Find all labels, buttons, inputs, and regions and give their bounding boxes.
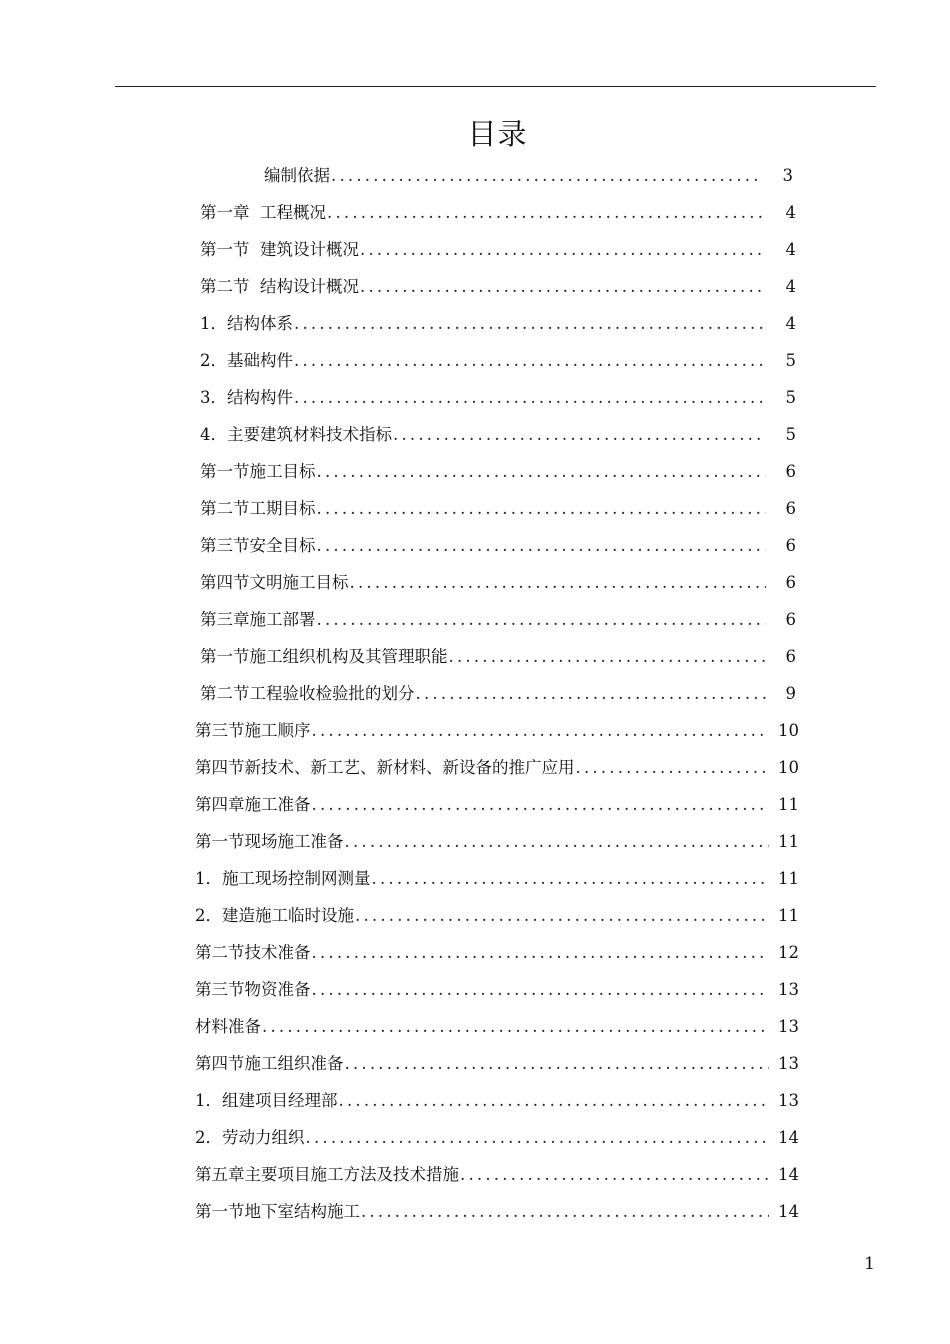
toc-entry-page: 12 (778, 943, 799, 962)
toc-entry-materials-indicators[interactable] (200, 420, 796, 450)
toc-entry-page: 13 (778, 1054, 799, 1073)
toc-leader-dots (316, 531, 767, 561)
toc-leader-dots (305, 1123, 770, 1153)
toc-leader-dots (371, 864, 770, 894)
toc-entry-label: 第四节文明施工目标 (200, 573, 349, 592)
toc-entry-civilized-construction-goal[interactable] (200, 568, 796, 598)
toc-entry-foundation-members[interactable] (200, 346, 796, 376)
toc-leader-dots (311, 790, 770, 820)
toc-entry-site-preparation[interactable] (195, 827, 799, 857)
toc-leader-dots (359, 235, 766, 265)
toc-leader-dots (415, 679, 767, 709)
toc-entry-page: 11 (778, 906, 799, 925)
toc-entry-label: 2．建造施工临时设施 (195, 906, 354, 925)
toc-entry-page: 6 (785, 536, 796, 555)
toc-entry-label: 第四章施工准备 (195, 795, 311, 814)
toc-entry-label: 第一节现场施工准备 (195, 832, 344, 851)
toc-entry-label: 第一节地下室结构施工 (195, 1202, 360, 1221)
toc-entry-construction-sequence[interactable] (195, 716, 799, 746)
toc-entry-labor-organization[interactable] (195, 1123, 799, 1153)
toc-entry-label: 第一章 工程概况 (200, 203, 326, 222)
toc-leader-dots (293, 346, 766, 376)
toc-entry-page: 5 (785, 351, 796, 370)
toc-leader-dots (359, 272, 766, 302)
toc-entry-section-structure-design[interactable] (200, 272, 796, 302)
toc-entry-page: 14 (778, 1165, 799, 1184)
toc-leader-dots (311, 938, 770, 968)
toc-entry-label: 4．主要建筑材料技术指标 (200, 425, 392, 444)
toc-entry-label: 第一节施工组织机构及其管理职能 (200, 647, 448, 666)
toc-entry-label: 1．组建项目经理部 (195, 1091, 338, 1110)
toc-entry-page: 4 (785, 240, 796, 259)
toc-entry-inspection-lots[interactable] (200, 679, 796, 709)
toc-leader-dots (316, 605, 767, 635)
toc-entry-temporary-facilities[interactable] (195, 901, 799, 931)
toc-entry-page: 9 (785, 684, 796, 703)
toc-entry-chapter-1[interactable] (200, 198, 796, 228)
toc-entry-project-department[interactable] (195, 1086, 799, 1116)
toc-leader-dots (344, 1049, 770, 1079)
toc-entry-label: 第四节新技术、新工艺、新材料、新设备的推广应用 (195, 758, 575, 777)
toc-entry-label: 第二节工期目标 (200, 499, 316, 518)
toc-entry-label: 第五章主要项目施工方法及技术措施 (195, 1165, 459, 1184)
toc-leader-dots (448, 642, 767, 672)
toc-leader-dots (354, 901, 769, 931)
toc-entry-page: 6 (785, 499, 796, 518)
toc-entry-page: 11 (778, 832, 799, 851)
toc-entry-label: 2．基础构件 (200, 351, 293, 370)
toc-entry-label: 第三节安全目标 (200, 536, 316, 555)
toc-entry-label: 第二节 结构设计概况 (200, 277, 359, 296)
toc-entry-page: 4 (785, 314, 796, 333)
toc-entry-page: 14 (778, 1128, 799, 1147)
header-rule (115, 86, 876, 87)
toc-leader-dots (326, 198, 766, 228)
toc-leader-dots (392, 420, 766, 450)
toc-entry-page: 14 (778, 1202, 799, 1221)
toc-entry-label: 第三章施工部署 (200, 610, 316, 629)
toc-entry-organization[interactable] (200, 642, 796, 672)
toc-entry-schedule-goal[interactable] (200, 494, 796, 524)
toc-entry-page: 13 (778, 980, 799, 999)
toc-entry-label: 第一节 建筑设计概况 (200, 240, 359, 259)
toc-entry-page: 5 (785, 388, 796, 407)
toc-entry-page: 3 (782, 166, 793, 185)
toc-leader-dots (344, 827, 770, 857)
toc-entry-bianzhi-yiju[interactable] (264, 161, 793, 191)
toc-entry-chapter-5[interactable] (195, 1160, 799, 1190)
toc-entry-structural-members[interactable] (200, 383, 796, 413)
page-number: 1 (864, 1254, 875, 1274)
toc-entry-page: 13 (778, 1091, 799, 1110)
toc-entry-chapter-4[interactable] (195, 790, 799, 820)
toc-entry-structure-system[interactable] (200, 309, 796, 339)
toc-entry-label: 第一节施工目标 (200, 462, 316, 481)
toc-leader-dots (316, 457, 767, 487)
toc-entry-page: 10 (778, 758, 799, 777)
toc-entry-page: 6 (785, 462, 796, 481)
toc-entry-page: 6 (785, 610, 796, 629)
toc-entry-page: 11 (778, 869, 799, 888)
toc-entry-section-building-design[interactable] (200, 235, 796, 265)
toc-entry-label: 1．结构体系 (200, 314, 293, 333)
toc-entry-material-preparation[interactable] (195, 975, 799, 1005)
toc-leader-dots (311, 975, 770, 1005)
toc-entry-page: 11 (778, 795, 799, 814)
toc-entry-label: 材料准备 (195, 1017, 261, 1036)
toc-entry-label: 1．施工现场控制网测量 (195, 869, 371, 888)
toc-entry-page: 6 (785, 573, 796, 592)
toc-entry-page: 6 (785, 647, 796, 666)
toc-leader-dots (360, 1197, 769, 1227)
toc-leader-dots (459, 1160, 769, 1190)
toc-entry-new-technology[interactable] (195, 753, 799, 783)
toc-leader-dots (575, 753, 770, 783)
page-title: 目录 (467, 117, 528, 151)
toc-entry-organization-preparation[interactable] (195, 1049, 799, 1079)
toc-leader-dots (338, 1086, 770, 1116)
toc-leader-dots (349, 568, 767, 598)
toc-entry-construction-goal[interactable] (200, 457, 796, 487)
toc-leader-dots (316, 494, 767, 524)
toc-entry-label: 编制依据 (264, 166, 330, 185)
toc-entry-label: 第三节施工顺序 (195, 721, 311, 740)
toc-entry-label: 第三节物资准备 (195, 980, 311, 999)
toc-entry-materials[interactable] (195, 1012, 799, 1042)
toc-entry-label: 第二节工程验收检验批的划分 (200, 684, 415, 703)
toc-entry-label: 第四节施工组织准备 (195, 1054, 344, 1073)
toc-entry-label: 3．结构构件 (200, 388, 293, 407)
toc-entry-page: 5 (785, 425, 796, 444)
toc-leader-dots (330, 161, 763, 191)
toc-entry-technical-preparation[interactable] (195, 938, 799, 968)
toc-entry-page: 10 (778, 721, 799, 740)
toc-entry-page: 13 (778, 1017, 799, 1036)
toc-entry-label: 第二节技术准备 (195, 943, 311, 962)
toc-entry-safety-goal[interactable] (200, 531, 796, 561)
toc-entry-basement-structure[interactable] (195, 1197, 799, 1227)
toc-entry-control-network[interactable] (195, 864, 799, 894)
toc-entry-chapter-3[interactable] (200, 605, 796, 635)
toc-leader-dots (311, 716, 770, 746)
toc-entry-page: 4 (785, 277, 796, 296)
toc-entry-page: 4 (785, 203, 796, 222)
toc-leader-dots (261, 1012, 769, 1042)
toc-leader-dots (293, 383, 766, 413)
toc-leader-dots (293, 309, 766, 339)
toc-entry-label: 2．劳动力组织 (195, 1128, 305, 1147)
